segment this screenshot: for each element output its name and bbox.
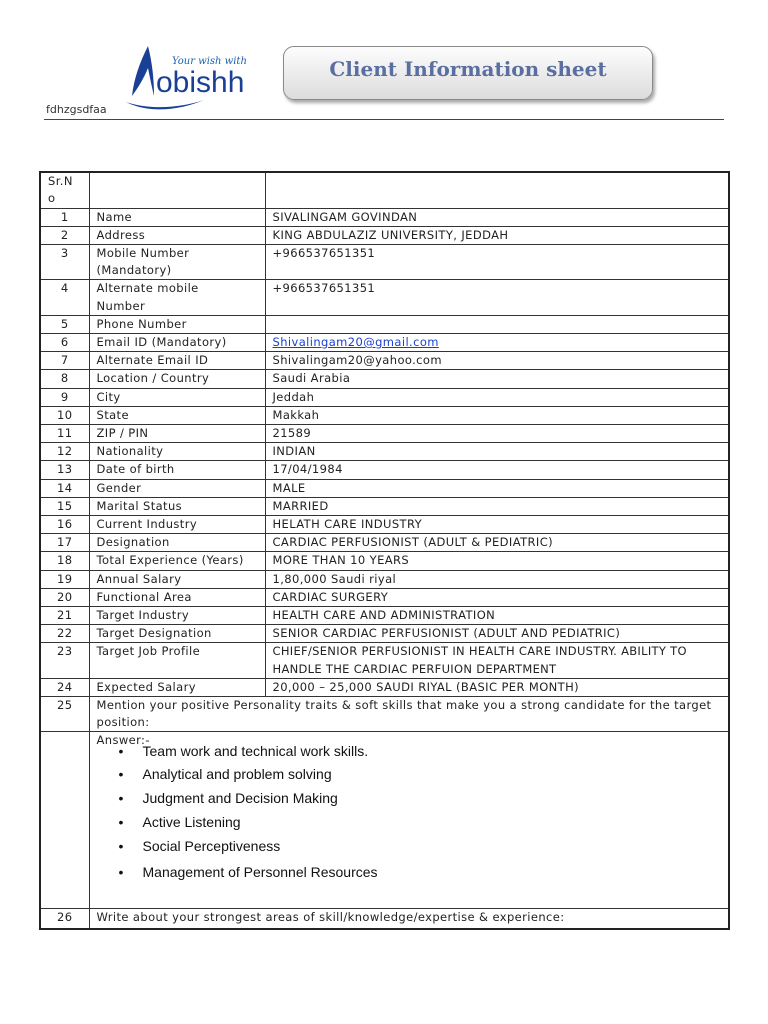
row-label: Phone Number	[89, 315, 265, 333]
row-value	[265, 315, 729, 333]
brand-tagline: Your wish with	[172, 56, 247, 67]
header-serial-cell: Sr.N o	[40, 172, 89, 208]
row-value: Shivalingam20@yahoo.com	[265, 352, 729, 370]
row-value: MARRIED	[265, 497, 729, 515]
row-number: 4	[40, 280, 89, 315]
row-number: 13	[40, 461, 89, 479]
row-value: HEALTH CARE AND ADMINISTRATION	[265, 606, 729, 624]
table-row	[40, 315, 729, 333]
row-number: 10	[40, 406, 89, 424]
row-number: 3	[40, 244, 89, 279]
row-label: City	[89, 388, 265, 406]
header-label-cell	[89, 172, 265, 208]
bullet-icon: •	[118, 790, 124, 807]
row-value: 17/04/1984	[265, 461, 729, 479]
table-row	[40, 333, 729, 351]
table-row	[40, 370, 729, 388]
row-label: Nationality	[89, 443, 265, 461]
row-number: 16	[40, 515, 89, 533]
table-row	[40, 208, 729, 226]
client-info-table	[39, 171, 730, 930]
row-number: 8	[40, 370, 89, 388]
row-label: Designation	[89, 534, 265, 552]
row-label: Name	[89, 208, 265, 226]
brand-name: obishh	[156, 66, 245, 99]
title-banner	[283, 46, 653, 100]
list-item: • Analytical and problem solving	[118, 766, 332, 783]
table-row	[40, 497, 729, 515]
page-title: Client Information sheet	[329, 57, 607, 81]
row-number: 17	[40, 534, 89, 552]
bullet-icon: •	[118, 813, 124, 830]
table-row	[40, 643, 729, 678]
row-label: ZIP / PIN	[89, 424, 265, 442]
row-label: Location / Country	[89, 370, 265, 388]
row-label: Address	[89, 226, 265, 244]
list-item: • Social Perceptiveness	[118, 837, 281, 854]
question-text: Write about your strongest areas of skill/knowledge/expertise & experience:	[89, 909, 729, 929]
row-value: KING ABDULAZIZ UNIVERSITY, JEDDAH	[265, 226, 729, 244]
row-number: 19	[40, 570, 89, 588]
question-text: Mention your positive Personality traits & soft skills that make you a strong candidate for the target position:	[89, 696, 729, 731]
table-row	[40, 606, 729, 624]
row-number: 21	[40, 606, 89, 624]
list-item: • Management of Personnel Resources	[118, 863, 378, 880]
list-item: • Judgment and Decision Making	[118, 790, 338, 807]
row-value: CHIEF/SENIOR PERFUSIONIST IN HEALTH CARE INDUSTRY. ABILITY TO HANDLE THE CARDIAC PERFUION DEPARTMENT	[265, 643, 729, 678]
row-value: 21589	[265, 424, 729, 442]
table-row	[40, 388, 729, 406]
table-row	[40, 515, 729, 533]
table-row	[40, 443, 729, 461]
table-row	[40, 479, 729, 497]
table-row	[40, 625, 729, 643]
row-number: 5	[40, 315, 89, 333]
row-label: Annual Salary	[89, 570, 265, 588]
row-value: HELATH CARE INDUSTRY	[265, 515, 729, 533]
row-number: 23	[40, 643, 89, 678]
row-number: 12	[40, 443, 89, 461]
row-label: State	[89, 406, 265, 424]
table-row	[40, 552, 729, 570]
row-label: Target Job Profile	[89, 643, 265, 678]
row-number: 15	[40, 497, 89, 515]
row-value: CARDIAC SURGERY	[265, 588, 729, 606]
table-row	[40, 406, 729, 424]
row-value: SIVALINGAM GOVINDAN	[265, 208, 729, 226]
table-row	[40, 534, 729, 552]
row-value: Jeddah	[265, 388, 729, 406]
list-item: • Team work and technical work skills.	[118, 742, 369, 759]
row-value: SENIOR CARDIAC PERFUSIONIST (ADULT AND PEDIATRIC)	[265, 625, 729, 643]
row-label: Functional Area	[89, 588, 265, 606]
question-row-25	[40, 696, 729, 731]
bullet-icon: •	[118, 766, 124, 783]
row-label: Alternate mobile Number	[89, 280, 265, 315]
document-code: fdhzgsdfaa	[46, 103, 107, 116]
table-row	[40, 678, 729, 696]
bullet-icon: •	[118, 837, 124, 854]
row-value: 20,000 – 25,000 SAUDI RIYAL (BASIC PER MONTH)	[265, 678, 729, 696]
row-value: CARDIAC PERFUSIONIST (ADULT & PEDIATRIC)	[265, 534, 729, 552]
row-label: Date of birth	[89, 461, 265, 479]
table-row	[40, 352, 729, 370]
table-row	[40, 424, 729, 442]
row-label: Gender	[89, 479, 265, 497]
row-number: 24	[40, 678, 89, 696]
row-label: Total Experience (Years)	[89, 552, 265, 570]
bullet-icon: •	[118, 863, 124, 880]
answer-cell	[89, 732, 729, 909]
row-number: 11	[40, 424, 89, 442]
row-number: 25	[40, 696, 89, 731]
table-row	[40, 588, 729, 606]
answer-label: Answer:-	[96, 733, 150, 748]
question-row-26	[40, 909, 729, 929]
row-number: 1	[40, 208, 89, 226]
bullet-icon: •	[118, 742, 124, 759]
row-number: 14	[40, 479, 89, 497]
row-value: Makkah	[265, 406, 729, 424]
row-value: Saudi Arabia	[265, 370, 729, 388]
row-number: 18	[40, 552, 89, 570]
answer-row-25	[40, 732, 729, 909]
row-value-email	[265, 333, 729, 351]
row-value: +966537651351	[265, 244, 729, 279]
row-number: 26	[40, 909, 89, 929]
header-value-cell	[265, 172, 729, 208]
row-number: 20	[40, 588, 89, 606]
row-number: 9	[40, 388, 89, 406]
row-label: Current Industry	[89, 515, 265, 533]
answer-number-cell	[40, 732, 89, 909]
table-row	[40, 280, 729, 315]
row-label: Email ID (Mandatory)	[89, 333, 265, 351]
row-value: MALE	[265, 479, 729, 497]
row-value: MORE THAN 10 YEARS	[265, 552, 729, 570]
row-number: 2	[40, 226, 89, 244]
row-value: 1,80,000 Saudi riyal	[265, 570, 729, 588]
row-number: 7	[40, 352, 89, 370]
row-number: 6	[40, 333, 89, 351]
row-label: Expected Salary	[89, 678, 265, 696]
row-label: Alternate Email ID	[89, 352, 265, 370]
row-value: INDIAN	[265, 443, 729, 461]
table-row	[40, 461, 729, 479]
list-item: • Active Listening	[118, 813, 241, 830]
row-number: 22	[40, 625, 89, 643]
row-value: +966537651351	[265, 280, 729, 315]
row-label: Target Designation	[89, 625, 265, 643]
header-divider	[44, 119, 724, 120]
email-link[interactable]: Shivalingam20@gmail.com	[272, 334, 439, 349]
table-header-row	[40, 172, 729, 208]
table-row	[40, 244, 729, 279]
table-row	[40, 570, 729, 588]
row-label: Marital Status	[89, 497, 265, 515]
table-row	[40, 226, 729, 244]
answer-list	[97, 741, 722, 886]
row-label: Mobile Number (Mandatory)	[89, 244, 265, 279]
row-label: Target Industry	[89, 606, 265, 624]
